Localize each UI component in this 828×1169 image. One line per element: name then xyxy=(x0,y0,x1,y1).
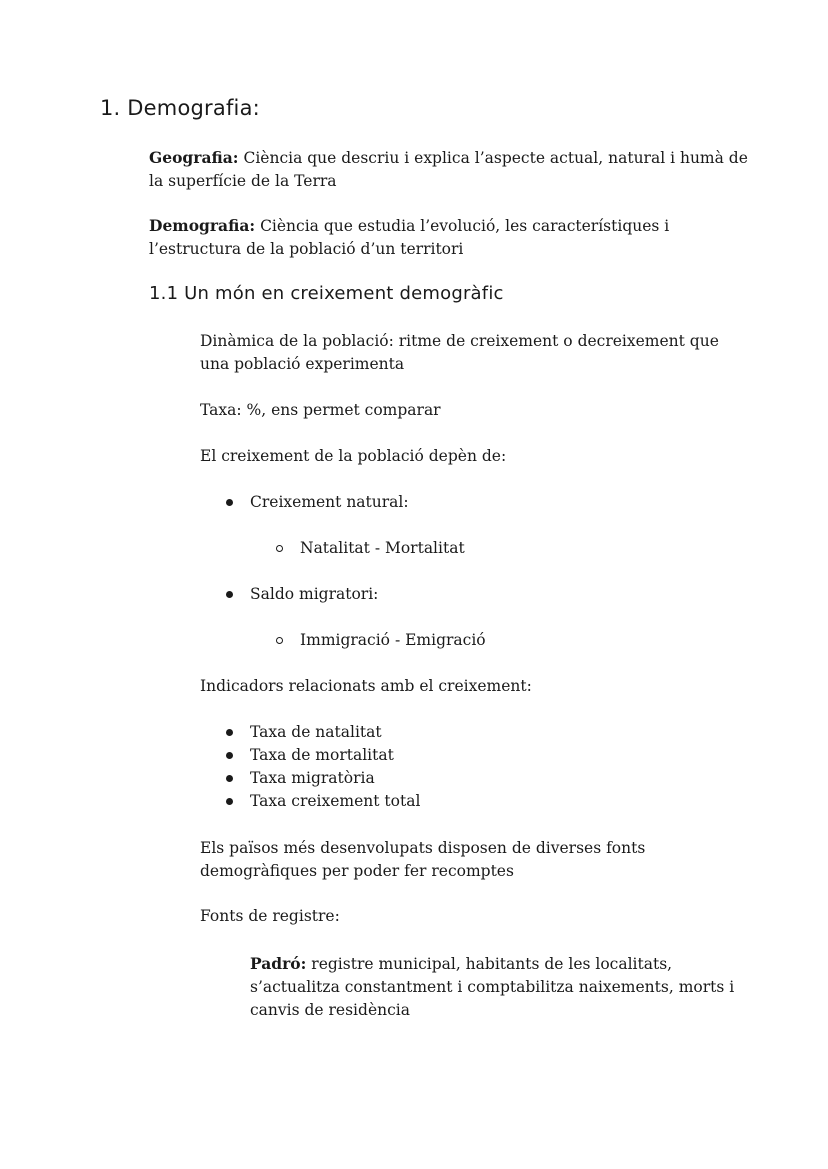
definition-geografia-line2: la superfície de la Terra xyxy=(149,172,337,190)
heading-creixement-demografic: 1.1 Un món en creixement demogràfic xyxy=(149,283,504,304)
term-demografia: Demografia: xyxy=(149,216,256,235)
bullet-icon xyxy=(226,775,233,782)
list-item-natalitat-mortalitat: Natalitat - Mortalitat xyxy=(300,539,465,557)
list-item-indicador: Taxa creixement total xyxy=(250,792,421,810)
paragraph-indicadors-intro: Indicadors relacionats amb el creixement: xyxy=(200,677,532,695)
definition-geografia xyxy=(149,146,748,193)
paragraph-dinamica-line2: una població experimenta xyxy=(200,355,405,373)
bullet-icon xyxy=(226,729,233,736)
paragraph-creixement-intro: El creixement de la població depèn de: xyxy=(200,447,507,465)
definition-padro-line2: s’actualitza constantment i comptabilitza naixements, morts i xyxy=(250,978,735,996)
definition-padro-line3: canvis de residència xyxy=(250,1001,410,1019)
paragraph-dinamica xyxy=(200,330,719,376)
term-padro: Padró: xyxy=(250,954,307,973)
sub-bullet-icon xyxy=(276,637,283,644)
paragraph-dinamica-line1: Dinàmica de la població: ritme de creixement o decreixement que xyxy=(200,332,719,350)
definition-demografia-line2: l’estructura de la població d’un territori xyxy=(149,240,464,258)
paragraph-paisos-line1: Els països més desenvolupats disposen de diverses fonts xyxy=(200,839,646,857)
list-item-indicador: Taxa migratòria xyxy=(250,769,375,787)
list-item-creixement-natural: Creixement natural: xyxy=(250,493,409,511)
definition-geografia-line1: Ciència que descriu i explica l’aspecte actual, natural i humà de xyxy=(243,149,748,167)
paragraph-paisos-line2: demogràfiques per poder fer recomptes xyxy=(200,862,514,880)
sub-bullet-icon xyxy=(276,545,283,552)
definition-demografia xyxy=(149,214,669,261)
bullet-icon xyxy=(226,798,233,805)
bullet-icon xyxy=(226,591,233,598)
list-item-indicador: Taxa de mortalitat xyxy=(250,746,394,764)
paragraph-fonts-intro: Fonts de registre: xyxy=(200,907,340,925)
definition-demografia-line1: Ciència que estudia l’evolució, les característiques i xyxy=(260,217,670,235)
bullet-icon xyxy=(226,752,233,759)
list-item-saldo-migratori: Saldo migratori: xyxy=(250,585,379,603)
paragraph-paisos xyxy=(200,837,645,883)
list-item-indicador: Taxa de natalitat xyxy=(250,723,382,741)
heading-demografia: 1. Demografia: xyxy=(100,96,260,120)
list-item-immigracio-emigracio: Immigració - Emigració xyxy=(300,631,486,649)
bullet-icon xyxy=(226,499,233,506)
paragraph-taxa: Taxa: %, ens permet comparar xyxy=(200,401,441,419)
definition-padro xyxy=(250,952,734,1022)
definition-padro-line1: registre municipal, habitants de les localitats, xyxy=(311,955,673,973)
term-geografia: Geografia: xyxy=(149,148,239,167)
